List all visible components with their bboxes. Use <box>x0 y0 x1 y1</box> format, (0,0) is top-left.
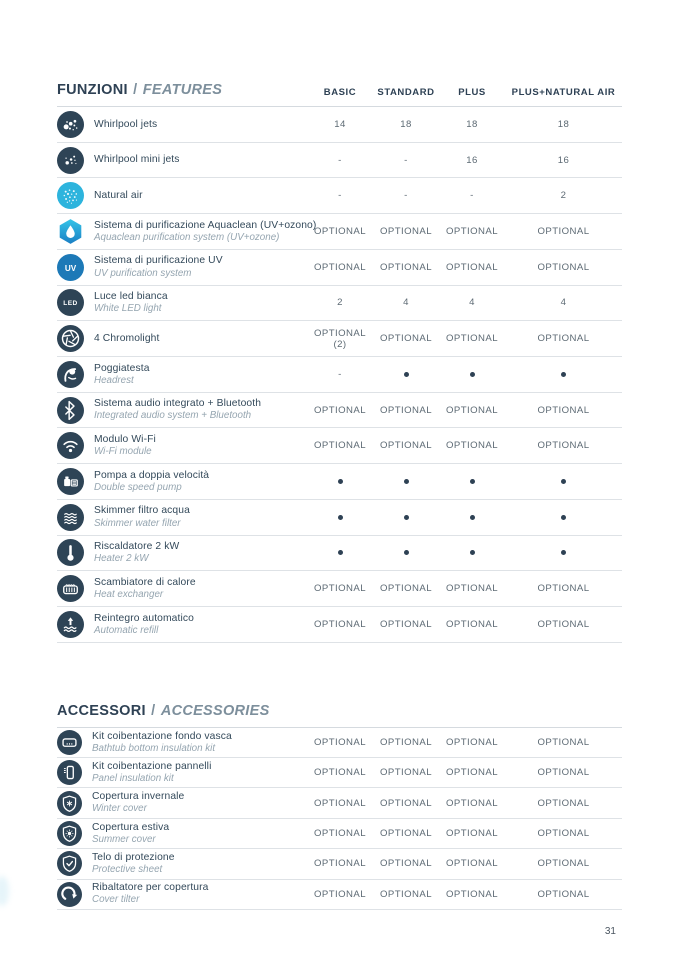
chromolight-icon <box>57 325 84 352</box>
value-plus-natural-air: OPTIONAL <box>537 261 590 273</box>
value-basic: - <box>338 190 342 202</box>
value-basic: - <box>338 154 342 166</box>
col-head-plus-natural-air: PLUS+NATURAL AIR <box>511 87 616 98</box>
value-standard <box>373 515 439 520</box>
value-plus: OPTIONAL <box>446 404 498 416</box>
value-standard: OPTIONAL <box>380 226 432 238</box>
feature-name-it: Kit coibentazione pannelli <box>92 760 212 772</box>
value-plus-natural-air: OPTIONAL <box>537 736 590 748</box>
accessories-header <box>57 703 622 728</box>
value-plus: OPTIONAL <box>446 583 498 595</box>
value-plus: OPTIONAL <box>446 888 498 900</box>
feature-name-en: Heater 2 kW <box>94 553 149 565</box>
feature-name-it: Sistema di purificazione Aquaclean (UV+ozono) <box>94 219 317 231</box>
whirlpool-jets-icon <box>57 111 84 138</box>
included-dot <box>404 550 409 555</box>
heat-exchanger-icon <box>57 575 84 602</box>
value-basic <box>307 515 373 520</box>
value-standard <box>373 372 439 377</box>
title-separator: / <box>133 82 138 98</box>
value-plus <box>439 479 505 484</box>
accessories-title-en: ACCESSORIES <box>160 702 270 719</box>
value-basic: OPTIONAL <box>314 827 366 839</box>
heater-icon <box>57 539 84 566</box>
included-dot <box>470 515 475 520</box>
feature-name-en: Wi-Fi module <box>94 446 152 458</box>
included-dot <box>470 372 475 377</box>
col-head-standard: STANDARD <box>377 87 435 98</box>
led-light-icon <box>57 289 84 316</box>
included-dot <box>338 479 343 484</box>
value-standard: OPTIONAL <box>380 583 432 595</box>
value-plus: 4 <box>469 297 475 309</box>
bathtub-insulation-icon <box>57 730 82 755</box>
value-basic: OPTIONAL <box>314 226 366 238</box>
feature-name-en: Protective sheet <box>92 864 163 876</box>
value-plus-natural-air: OPTIONAL <box>537 827 590 839</box>
skimmer-filter-icon <box>57 504 84 531</box>
value-standard: OPTIONAL <box>380 404 432 416</box>
feature-name-en: UV purification system <box>94 267 192 279</box>
feature-name-it: Copertura estiva <box>92 821 170 833</box>
value-standard: OPTIONAL <box>380 827 432 839</box>
value-plus-natural-air: 2 <box>560 190 567 202</box>
value-plus-natural-air <box>505 479 622 484</box>
table-row <box>57 728 622 758</box>
accessories-rows <box>57 728 622 910</box>
svg-text:UV: UV <box>64 263 77 273</box>
value-plus-natural-air: OPTIONAL <box>537 618 590 630</box>
value-plus-natural-air: OPTIONAL <box>537 404 590 416</box>
natural-air-icon <box>57 182 84 209</box>
feature-name-en: Double speed pump <box>94 481 182 493</box>
feature-name-it: Whirlpool jets <box>94 118 158 130</box>
table-row <box>57 536 622 572</box>
value-standard: 4 <box>403 297 409 309</box>
features-rows <box>57 107 622 643</box>
feature-name-it: Scambiatore di calore <box>94 576 196 588</box>
value-plus: 18 <box>466 118 478 130</box>
value-basic: 14 <box>334 118 346 130</box>
feature-name-en: Skimmer water filter <box>94 517 181 529</box>
included-dot <box>561 372 566 377</box>
feature-name-it: Kit coibentazione fondo vasca <box>92 730 232 742</box>
features-header <box>57 82 622 107</box>
wifi-icon <box>57 432 84 459</box>
feature-name-it: Modulo Wi-Fi <box>94 433 156 445</box>
value-basic: OPTIONAL <box>314 736 366 748</box>
value-plus: OPTIONAL <box>446 261 498 273</box>
feature-name-it: 4 Chromolight <box>94 333 160 345</box>
value-plus: 16 <box>466 154 478 166</box>
value-plus-natural-air <box>505 372 622 377</box>
value-standard <box>373 479 439 484</box>
feature-name-en: Cover tilter <box>92 894 140 906</box>
table-row <box>57 321 622 357</box>
bluetooth-icon <box>57 397 84 424</box>
feature-name-it: Luce led bianca <box>94 291 168 303</box>
included-dot <box>470 479 475 484</box>
double-speed-pump-icon <box>57 468 84 495</box>
features-title-en: FEATURES <box>142 82 223 98</box>
value-basic <box>307 479 373 484</box>
value-plus: OPTIONAL <box>446 333 498 345</box>
features-title <box>57 82 307 98</box>
included-dot <box>561 515 566 520</box>
feature-name-it: Poggiatesta <box>94 362 150 374</box>
value-plus-natural-air: OPTIONAL <box>537 888 590 900</box>
table-row <box>57 143 622 179</box>
value-basic: OPTIONAL <box>314 404 366 416</box>
value-basic: OPTIONAL <box>314 440 366 452</box>
feature-name-it: Sistema di purificazione UV <box>94 255 223 267</box>
col-head-plus: PLUS <box>458 87 486 98</box>
table-row <box>57 214 622 250</box>
whirlpool-mini-jets-icon <box>57 147 84 174</box>
value-plus-natural-air: 4 <box>560 297 567 309</box>
features-title-it: FUNZIONI <box>57 82 128 98</box>
value-plus: OPTIONAL <box>446 226 498 238</box>
page-number: 31 <box>604 926 616 937</box>
panel-insulation-icon <box>57 760 82 785</box>
table-row <box>57 107 622 143</box>
value-plus: OPTIONAL <box>446 858 498 870</box>
table-row <box>57 178 622 214</box>
table-row <box>57 500 622 536</box>
value-plus: OPTIONAL <box>446 827 498 839</box>
feature-name-it: Telo di protezione <box>92 851 175 863</box>
value-standard: OPTIONAL <box>380 736 432 748</box>
feature-name-en: Summer cover <box>92 833 156 845</box>
feature-name-it: Pompa a doppia velocità <box>94 469 210 481</box>
included-dot <box>470 550 475 555</box>
value-plus: OPTIONAL <box>446 736 498 748</box>
page-edge-artifact <box>0 876 9 906</box>
value-plus-natural-air: OPTIONAL <box>537 226 590 238</box>
value-standard: OPTIONAL <box>380 767 432 779</box>
table-row <box>57 788 622 818</box>
included-dot <box>338 550 343 555</box>
included-dot <box>561 550 566 555</box>
value-plus-natural-air: OPTIONAL <box>537 767 590 779</box>
table-row <box>57 393 622 429</box>
feature-name-it: Skimmer filtro acqua <box>94 505 190 517</box>
value-plus: - <box>470 190 474 202</box>
headrest-icon <box>57 361 84 388</box>
col-head-basic: BASIC <box>323 87 357 98</box>
included-dot <box>404 515 409 520</box>
value-plus-natural-air: OPTIONAL <box>537 440 590 452</box>
value-basic: OPTIONAL <box>314 858 366 870</box>
value-basic: OPTIONAL <box>314 583 366 595</box>
value-basic: OPTIONAL <box>314 618 366 630</box>
uv-purification-icon <box>57 254 84 281</box>
section-gap <box>57 643 622 703</box>
feature-name-it: Ribaltatore per copertura <box>92 882 209 894</box>
value-plus-natural-air: OPTIONAL <box>537 858 590 870</box>
value-standard: OPTIONAL <box>380 797 432 809</box>
value-basic: OPTIONAL <box>314 797 366 809</box>
value-plus <box>439 515 505 520</box>
value-standard: OPTIONAL <box>380 888 432 900</box>
svg-text:LED: LED <box>63 300 78 308</box>
table-row <box>57 849 622 879</box>
value-standard: - <box>404 154 408 166</box>
value-standard: OPTIONAL <box>380 618 432 630</box>
aquaclean-icon <box>57 218 84 245</box>
value-standard: OPTIONAL <box>380 333 432 345</box>
feature-name-it: Natural air <box>94 190 143 202</box>
included-dot <box>561 479 566 484</box>
cover-tilter-icon <box>57 882 82 907</box>
value-plus-natural-air: 16 <box>557 154 570 166</box>
value-basic: OPTIONAL (2) <box>314 327 366 350</box>
value-basic: OPTIONAL <box>314 261 366 273</box>
value-standard: - <box>404 190 408 202</box>
feature-name-en: Integrated audio system + Bluetooth <box>94 410 252 422</box>
feature-name-it: Riscaldatore 2 kW <box>94 541 180 553</box>
automatic-refill-icon <box>57 611 84 638</box>
value-basic: 2 <box>337 297 343 309</box>
value-standard: 18 <box>400 118 412 130</box>
table-row <box>57 819 622 849</box>
feature-name-it: Reintegro automatico <box>94 612 194 624</box>
value-plus-natural-air <box>505 515 622 520</box>
included-dot <box>338 515 343 520</box>
table-row <box>57 286 622 322</box>
feature-name-en: Headrest <box>94 374 134 386</box>
value-basic <box>307 550 373 555</box>
feature-name-en: Heat exchanger <box>94 589 164 601</box>
value-standard: OPTIONAL <box>380 440 432 452</box>
value-plus: OPTIONAL <box>446 767 498 779</box>
feature-name-en: Automatic refill <box>94 624 159 636</box>
value-standard <box>373 550 439 555</box>
table-row <box>57 357 622 393</box>
included-dot <box>404 372 409 377</box>
features-section <box>57 82 622 643</box>
protective-sheet-icon <box>57 851 82 876</box>
value-plus: OPTIONAL <box>446 440 498 452</box>
summer-cover-icon <box>57 821 82 846</box>
table-row <box>57 428 622 464</box>
feature-name-it: Sistema audio integrato + Bluetooth <box>94 398 262 410</box>
table-row <box>57 880 622 910</box>
title-separator: / <box>151 702 156 719</box>
feature-name-it: Copertura invernale <box>92 791 185 803</box>
value-plus-natural-air: OPTIONAL <box>537 797 590 809</box>
value-plus-natural-air: 18 <box>557 118 570 130</box>
feature-name-en: Winter cover <box>92 803 147 815</box>
accessories-title-it: ACCESSORI <box>57 702 146 719</box>
feature-name-en: Bathtub bottom insulation kit <box>92 742 216 754</box>
value-basic: OPTIONAL <box>314 767 366 779</box>
table-row <box>57 250 622 286</box>
table-row <box>57 607 622 643</box>
feature-name-en: Aquaclean purification system (UV+ozone) <box>94 231 280 243</box>
value-plus-natural-air: OPTIONAL <box>537 333 590 345</box>
value-plus <box>439 550 505 555</box>
included-dot <box>404 479 409 484</box>
value-plus: OPTIONAL <box>446 797 498 809</box>
value-basic: - <box>338 368 342 380</box>
value-plus-natural-air <box>505 550 622 555</box>
value-plus: OPTIONAL <box>446 618 498 630</box>
value-standard: OPTIONAL <box>380 261 432 273</box>
winter-cover-icon <box>57 791 82 816</box>
value-plus <box>439 372 505 377</box>
value-plus-natural-air: OPTIONAL <box>537 583 590 595</box>
value-standard: OPTIONAL <box>380 858 432 870</box>
table-row <box>57 758 622 788</box>
table-row <box>57 571 622 607</box>
accessories-title <box>57 703 307 719</box>
feature-name-en: Panel insulation kit <box>92 773 174 785</box>
accessories-section <box>57 703 622 910</box>
table-row <box>57 464 622 500</box>
feature-name-it: Whirlpool mini jets <box>94 154 180 166</box>
feature-name-en: White LED light <box>94 303 162 315</box>
value-basic: OPTIONAL <box>314 888 366 900</box>
